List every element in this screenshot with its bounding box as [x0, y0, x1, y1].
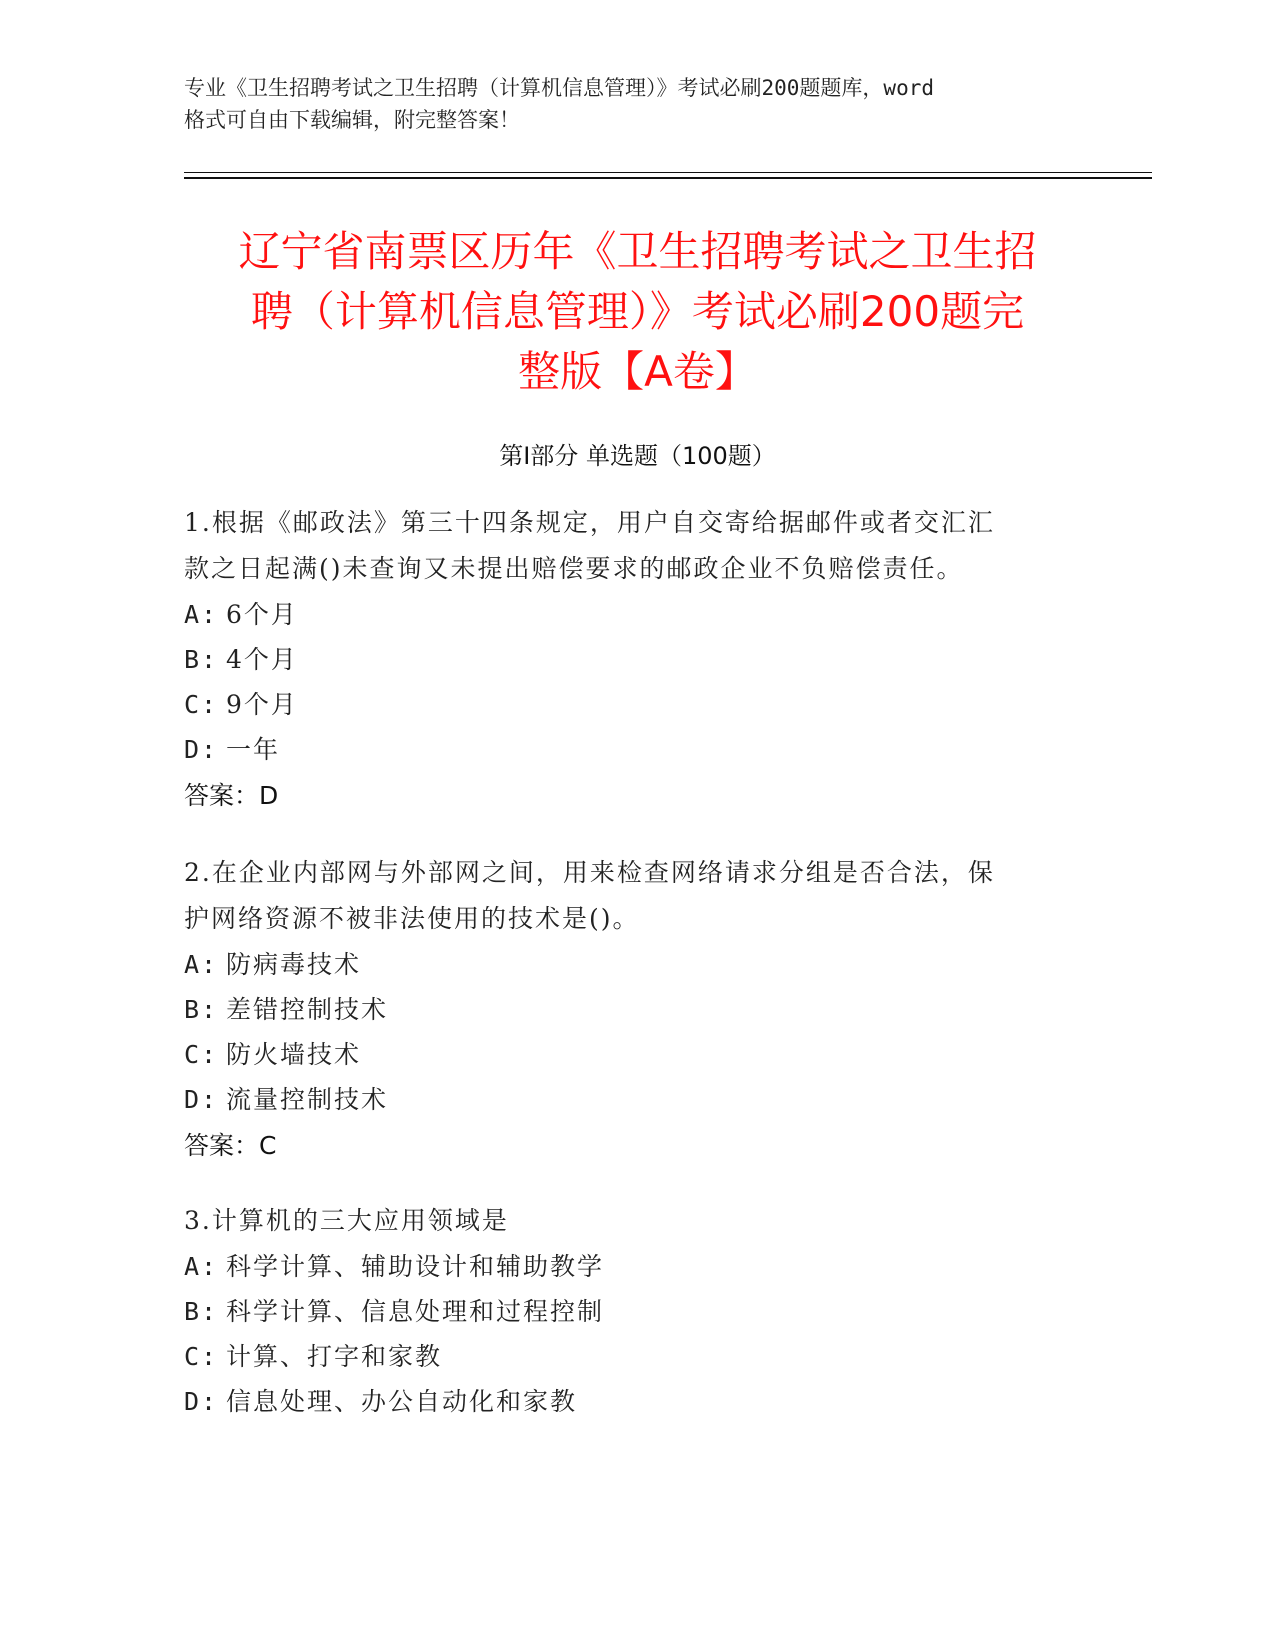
question-stem [184, 500, 1064, 592]
option-a [184, 942, 1064, 987]
option-key: A: [184, 950, 219, 979]
option-c [184, 1334, 1064, 1379]
stem-line: 2.在企业内部网与外部网之间，用来检查网络请求分组是否合法，保 [184, 858, 995, 887]
question-stem [184, 1198, 1064, 1244]
option-text: 差错控制技术 [226, 995, 389, 1024]
option-text: 一年 [226, 735, 281, 764]
option-a [184, 1244, 1064, 1289]
option-text: 计算、打字和家教 [226, 1342, 443, 1371]
option-d [184, 1379, 1064, 1424]
option-text: 4个月 [226, 645, 298, 674]
answer-text: 答案：D [184, 781, 279, 810]
option-key: C: [184, 1040, 219, 1069]
header-divider-thin [184, 172, 1152, 173]
header-divider-thick [184, 177, 1152, 179]
option-text: 6个月 [226, 600, 298, 629]
option-b [184, 637, 1064, 682]
option-b [184, 987, 1064, 1032]
title-line: 聘（计算机信息管理）》考试必刷200题完 [250, 287, 1025, 336]
header-note [184, 72, 1084, 136]
option-key: B: [184, 995, 219, 1024]
option-c [184, 682, 1064, 727]
stem-line: 护网络资源不被非法使用的技术是()。 [184, 904, 640, 933]
option-a [184, 592, 1064, 637]
question-3 [184, 1198, 1064, 1424]
question-stem [184, 850, 1064, 942]
option-key: B: [184, 1297, 219, 1326]
header-note-line: 格式可自由下载编辑，附完整答案！ [184, 108, 520, 132]
option-text: 信息处理、办公自动化和家教 [226, 1387, 578, 1416]
header-note-line: 专业《卫生招聘考试之卫生招聘（计算机信息管理）》考试必刷200题题库，word [184, 76, 934, 100]
stem-line: 3.计算机的三大应用领域是 [184, 1206, 509, 1235]
title-line: 辽宁省南票区历年《卫生招聘考试之卫生招 [238, 227, 1037, 276]
option-key: D: [184, 1387, 219, 1416]
option-text: 防病毒技术 [226, 950, 362, 979]
option-key: C: [184, 690, 219, 719]
option-d [184, 1077, 1064, 1122]
option-d [184, 727, 1064, 772]
question-2 [184, 850, 1064, 1170]
option-text: 科学计算、信息处理和过程控制 [226, 1297, 605, 1326]
option-text: 科学计算、辅助设计和辅助教学 [226, 1252, 605, 1281]
option-key: D: [184, 735, 219, 764]
document-title [160, 222, 1115, 402]
option-key: B: [184, 645, 219, 674]
option-text: 流量控制技术 [226, 1085, 389, 1114]
answer-text: 答案：C [184, 1131, 277, 1160]
option-b [184, 1289, 1064, 1334]
option-key: A: [184, 600, 219, 629]
question-1 [184, 500, 1064, 820]
option-c [184, 1032, 1064, 1077]
option-key: C: [184, 1342, 219, 1371]
option-key: D: [184, 1085, 219, 1114]
section-heading: 第Ⅰ部分 单选题（100题） [499, 442, 776, 470]
stem-line: 1.根据《邮政法》第三十四条规定，用户自交寄给据邮件或者交汇汇 [184, 508, 995, 537]
option-text: 防火墙技术 [226, 1040, 362, 1069]
stem-line: 款之日起满()未查询又未提出赔偿要求的邮政企业不负赔偿责任。 [184, 554, 964, 583]
title-line: 整版【A卷】 [518, 347, 757, 396]
option-key: A: [184, 1252, 219, 1281]
option-text: 9个月 [226, 690, 298, 719]
